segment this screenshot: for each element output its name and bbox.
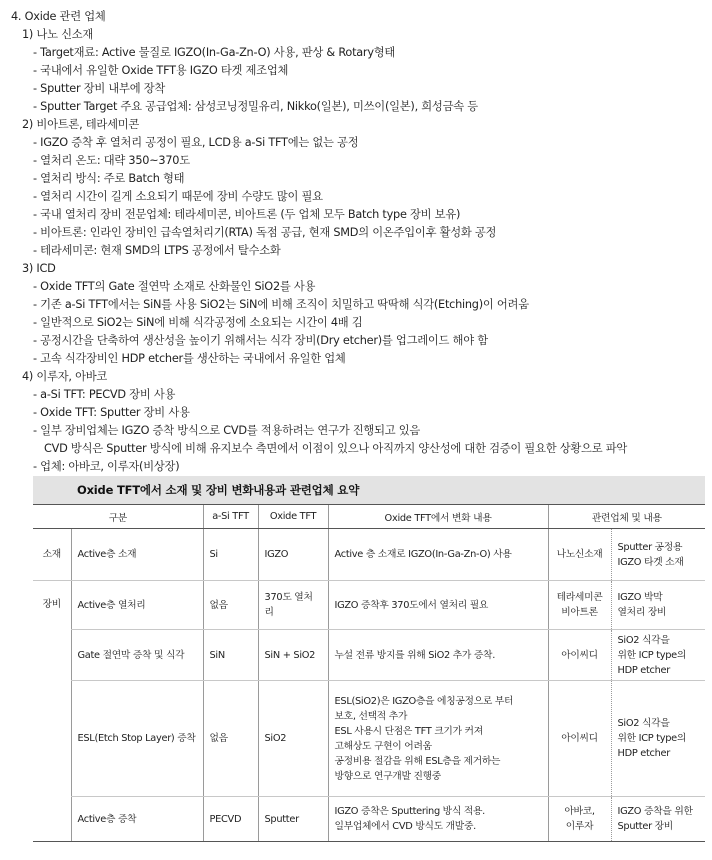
- row-oxide: SiO2: [258, 681, 328, 797]
- row-company: 아바코, 이루자: [548, 797, 611, 842]
- table-row: [33, 681, 705, 797]
- row-change: IGZO 증착은 Sputtering 방식 적용. 일부업체에서 CVD 방식도 개발중.: [328, 797, 548, 842]
- header-change: Oxide TFT에서 변화 내용: [328, 505, 548, 529]
- bullet-item: - 고속 식각장비인 HDP etcher를 생산하는 국내에서 유일한 업체: [33, 352, 346, 365]
- subsection-heading: 2) 비아트론, 테라세미콘: [22, 118, 140, 131]
- row-asi: PECVD: [203, 797, 258, 842]
- section-heading: 4. Oxide 관련 업체: [11, 10, 106, 23]
- subsection-heading: 1) 나노 신소재: [22, 28, 94, 41]
- bullet-item: - 공정시간을 단축하여 생산성을 높이기 위해서는 식각 장비(Dry etcher)를 업그레이드 해야 함: [33, 334, 488, 347]
- row-item: Active층 증착: [71, 797, 203, 842]
- bullet-item: - 테라세미콘: 현재 SMD의 LTPS 공정에서 탈수소화: [33, 244, 281, 257]
- summary-table: [33, 504, 705, 842]
- row-note: IGZO 증착을 위한 Sputter 장비: [611, 797, 705, 842]
- row-company: 아이씨디: [548, 681, 611, 797]
- bullet-item: - 국내 열처리 장비 전문업체: 테라세미콘, 비아트론 (두 업체 모두 Batch type 장비 보유): [33, 208, 461, 221]
- row-change: ESL(SiO2)은 IGZO층을 에칭공정으로 부터 보호, 선택적 추가 ESL 사용시 단점은 TFT 크기가 커져 고해상도 구현이 어려움 공정비용 절감을 위해 ESL층을 제거하는 방향으로 연구개발 진행중: [328, 681, 548, 797]
- bullet-item: - 비아트론: 인라인 장비인 급속열처리기(RTA) 독점 공급, 현재 SMD의 이온주입이후 활성화 공정: [33, 226, 497, 239]
- row-item: Active층 열처리: [71, 581, 203, 630]
- row-asi: Si: [203, 529, 258, 581]
- table-header-row: [33, 505, 705, 529]
- bullet-item: - 열처리 시간이 길게 소요되기 때문에 장비 수량도 많이 필요: [33, 190, 323, 203]
- row-item: Active층 소재: [71, 529, 203, 581]
- row-note: Sputter 공정용 IGZO 타겟 소재: [611, 529, 705, 581]
- row-change: IGZO 증착후 370도에서 열처리 필요: [328, 581, 548, 630]
- table-row: [33, 581, 705, 630]
- subsection-heading: 3) ICD: [22, 262, 56, 275]
- row-note: SiO2 식각을 위한 ICP type의 HDP etcher: [611, 681, 705, 797]
- table-row: [33, 630, 705, 681]
- row-change: 누설 전류 방지를 위해 SiO2 추가 증착.: [328, 630, 548, 681]
- row-note: IGZO 박막 열처리 장비: [611, 581, 705, 630]
- row-asi: 없음: [203, 681, 258, 797]
- row-company: 테라세미콘 비아트론: [548, 581, 611, 630]
- table-row: [33, 529, 705, 581]
- row-asi: SiN: [203, 630, 258, 681]
- row-oxide: Sputter: [258, 797, 328, 842]
- summary-section: [33, 476, 705, 842]
- bullet-item: - 열처리 방식: 주로 Batch 형태: [33, 172, 185, 185]
- bullet-item: - 일반적으로 SiO2는 SiN에 비해 식각공정에 소요되는 시간이 4배 김: [33, 316, 363, 329]
- bullet-item: - 일부 장비업체는 IGZO 증착 방식으로 CVD를 적용하려는 연구가 진행되고 있음: [33, 424, 421, 437]
- bullet-item: - Oxide TFT의 Gate 절연막 소재로 산화물인 SiO2를 사용: [33, 280, 316, 293]
- bullet-item: - Oxide TFT: Sputter 장비 사용: [33, 406, 190, 419]
- row-category: 소재: [33, 529, 71, 581]
- row-category: 장비: [33, 581, 71, 842]
- row-item: Gate 절연막 증착 및 식각: [71, 630, 203, 681]
- bullet-item: - 열처리 온도: 대략 350~370도: [33, 154, 190, 167]
- table-row: [33, 797, 705, 842]
- row-oxide: IGZO: [258, 529, 328, 581]
- bullet-item: - a-Si TFT: PECVD 장비 사용: [33, 388, 176, 401]
- table-title: Oxide TFT에서 소재 및 장비 변화내용과 관련업체 요약: [33, 476, 705, 504]
- header-category: 구분: [33, 505, 203, 529]
- row-company: 나노신소재: [548, 529, 611, 581]
- header-asi: a-Si TFT: [203, 505, 258, 529]
- bullet-item: - IGZO 증착 후 열처리 공정이 필요, LCD용 a-Si TFT에는 없는 공정: [33, 136, 359, 149]
- bullet-continuation: CVD 방식은 Sputter 방식에 비해 유지보수 측면에서 이점이 있으나 아직까지 양산성에 대한 검증이 필요한 상황으로 파악: [44, 442, 628, 455]
- bullet-item: - 업체: 아바코, 이루자(비상장): [33, 460, 180, 473]
- row-oxide: SiN + SiO2: [258, 630, 328, 681]
- subsection-heading: 4) 이루자, 아바코: [22, 370, 108, 383]
- row-change: Active 층 소재로 IGZO(In-Ga-Zn-O) 사용: [328, 529, 548, 581]
- row-item: ESL(Etch Stop Layer) 증착: [71, 681, 203, 797]
- row-oxide: 370도 열처리: [258, 581, 328, 630]
- bullet-item: - 기존 a-Si TFT에서는 SiN를 사용 SiO2는 SiN에 비해 조직이 치밀하고 딱딱해 식각(Etching)이 어려움: [33, 298, 529, 311]
- bullet-item: - Target재료: Active 물질로 IGZO(In-Ga-Zn-O) 사용, 판상 & Rotary형태: [33, 46, 396, 59]
- header-company: 관련업체 및 내용: [548, 505, 705, 529]
- bullet-item: - 국내에서 유일한 Oxide TFT용 IGZO 타겟 제조업체: [33, 64, 289, 77]
- header-oxide: Oxide TFT: [258, 505, 328, 529]
- bullet-item: - Sputter 장비 내부에 장착: [33, 82, 166, 95]
- row-company: 아이씨디: [548, 630, 611, 681]
- row-asi: 없음: [203, 581, 258, 630]
- bullet-item: - Sputter Target 주요 공급업체: 삼성코닝정밀유리, Nikko(일본), 미쓰이(일본), 희성금속 등: [33, 100, 478, 113]
- row-note: SiO2 식각을 위한 ICP type의 HDP etcher: [611, 630, 705, 681]
